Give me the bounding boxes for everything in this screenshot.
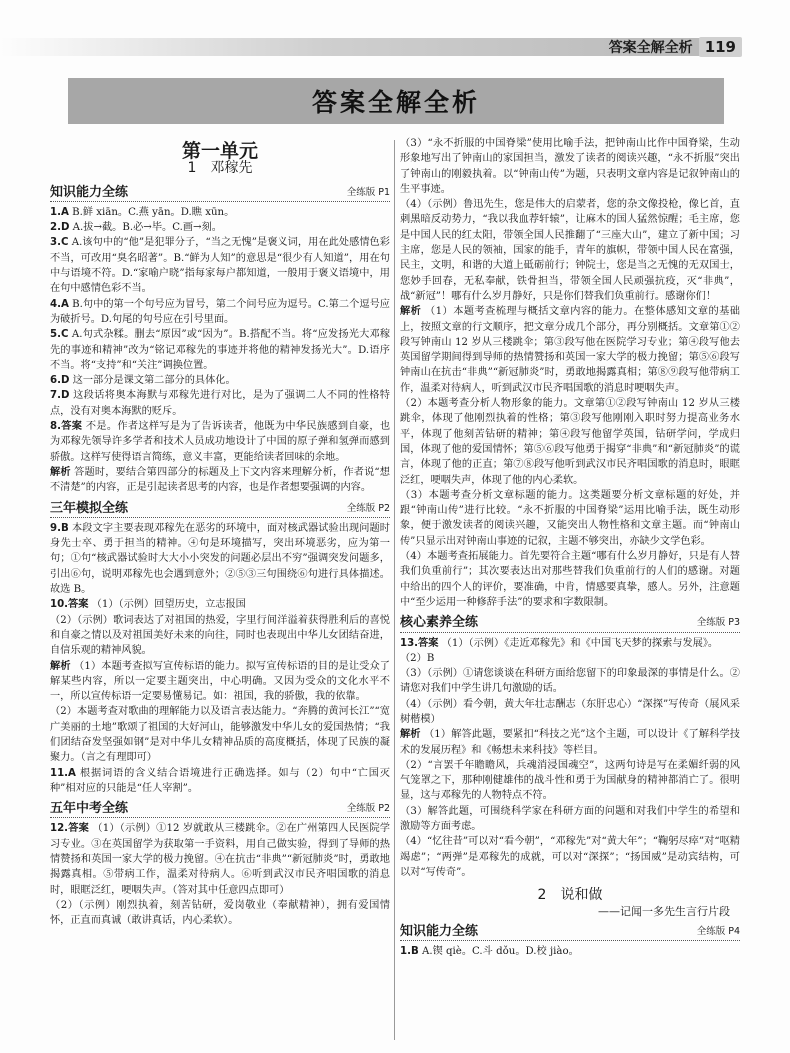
answer-item [400, 636, 740, 651]
answer-text: （2）（示例）刚烈执着，刻苦钻研，爱岗敬业（奉献精神），拥有爱国情怀，正直而真诚（敢讲真话，内心柔软）。 [50, 899, 390, 927]
answer-text: （1）（示例）①12 岁就敢从三楼跳伞。②在广州第四人民医院学习专业。③在英国留学为获取第一手资料，用自己做实验，得到了导师的热情赞扬和英国一家大学的极力挽留。④在抗击“非典”“新冠肺炎”时，勇敢地揭露真相。⑤带病工作，温柔对待病人。⑥听到武汉市民齐唱国歌的消息时，眼眶泛红，哽咽失声。（答对其中任意四点即可） [50, 823, 390, 896]
answer-item [50, 766, 390, 797]
answer-text: （3）“永不折服的中国脊梁”使用比喻手法，把钟南山比作中国脊梁，生动形象地写出了钟南山的家国担当，激发了读者的阅读兴趣，“永不折服”突出了钟南山的刚毅执着。以“钟南山传”为题，只表明文章内容是记叙钟南山的生平事迹。 [400, 138, 740, 195]
answer-text: （3）本题考查分析文章标题的能力。这类题要分析文章标题的好处，并跟“钟南山传”进行比较。“永不折服的中国脊梁”运用比喻手法，既生动形象，便于激发读者的阅读兴趣，又能突出人物性格和文章主题。而“钟南山传”只显示出对钟南山事迹的记叙，主题不够突出，亦缺少文学色彩。 [400, 489, 740, 547]
answer-item [50, 659, 390, 705]
answer-number: 解析 [50, 660, 71, 672]
lesson-title: 1 邓稼先 [187, 160, 253, 177]
answer-number: 13.答案 [400, 637, 439, 649]
answer-item [50, 220, 390, 235]
answer-text: （4）（示例）鲁迅先生，您是伟大的启蒙者，您的杂文像投枪，像匕首，直刺黑暗反动势力，“我以我血荐轩辕”，让麻木的国人猛然惊醒；毛主席，您是中国人民的红太阳，带领全国人民推翻了“三座大山”，建立了新中国；习主席，您是人民的领袖，国家的能手，青年的旗帜，带领中国人民在富强，民主，文明，和谐的大道上砥砺前行；钟院士，您是当之无愧的无双国士，您妙手回春，无私奉献，铁骨担当，带领全国人民顽强抗疫，灭“非典”，战“新冠”！哪有什么岁月静好，只是你们替我们负重前行。感谢你们！ [400, 199, 740, 302]
lesson2-title: 2 说和做 [537, 887, 603, 904]
answer-number: 解析 [400, 306, 422, 318]
answer-item [400, 304, 740, 396]
answer-text: （2）（示例）歌词表达了对祖国的热爱，字里行间洋溢着获得胜利后的喜悦和自豪之情以及对祖国美好未来的向往，同时也表现出中华儿女团结奋进，自信乐观的精神风貌。 [50, 614, 390, 657]
section-title: 知识能力全练 [400, 923, 479, 939]
section-title: 知识能力全练 [50, 184, 129, 200]
left-column [50, 136, 390, 929]
section-ref: 全练版 P2 [346, 803, 390, 815]
answer-item [50, 205, 390, 220]
answer-text: （4）（示例）看今朝，黄大年壮志酬志（东肝忠心）“深探”写传奇（展风采 树楷模） [400, 698, 751, 725]
answer-number: 1.A [50, 206, 69, 218]
answer-text: （2）B [400, 652, 435, 664]
answer-number: 2.D [50, 222, 70, 234]
answer-item [400, 944, 740, 959]
answer-item [400, 651, 740, 666]
answer-item [50, 704, 390, 765]
page-number: 119 [699, 37, 742, 57]
section-title: 核心素养全练 [400, 615, 479, 631]
answer-text: 这一部分是课文第二部分的具体化。 [72, 375, 236, 387]
answer-item [400, 727, 740, 758]
section-title: 三年模拟全练 [50, 500, 129, 516]
answer-item [400, 488, 740, 549]
answer-item [50, 327, 390, 373]
lesson2-section [400, 924, 740, 960]
answer-item [400, 396, 740, 488]
answer-item [50, 898, 390, 929]
answer-text: （1）（示例）回望历史，立志报国 [91, 599, 246, 611]
answer-item [50, 373, 390, 388]
answer-text: （2）本题考查分析人物形象的能力。文章第①②段写钟南山 12 岁从三楼跳伞，体现了他刚烈执着的性格；第③段写他刚刚入职时努力提高业务水平，体现了他刻苦钻研的精神；第④段写他留学英国，钻研学问，学成归国，体现了他的爱国情怀；第⑤⑥段写他勇于揭穿“非典”和“新冠肺炎”的谎言，体现了他的正直；第⑦⑧段写他听到武汉市民齐唱国歌的消息时，眼眶泛红，哽咽失声，体现了他的内心柔软。 [400, 398, 740, 486]
section-header [50, 185, 390, 202]
answer-text: （3）解答此题，可围绕科学家在科研方面的问题和对我们中学生的希望和激励等方面考虑。 [400, 805, 740, 833]
answer-text: （1）本题考查梳理与概括文章内容的能力。在整体感知文章的基础上，按照文章的行文顺序，把文章分成几个部分，再分别概括。文章第①②段写钟南山 12 岁从三楼跳伞；第③段写他在医院学习专业；第④段写他去英国留学期间得到导师的热情赞扬和英国一家大学的极力挽留；第⑤⑥段写钟南山在抗击“非典”“新冠肺炎”时，勇敢地揭露真相；第⑧⑨段写他带病工作，温柔对待病人，听到武汉市民齐唱国歌的消息时哽咽失声。 [400, 306, 740, 394]
answer-text: （1）本题考查拟写宣传标语的能力。拟写宣传标语的目的是让受众了解某些内容，所以一定要主题突出，中心明确。又因为受众的文化水平不一，所以宣传标语一定要易懂易记。如：祖国，我的骄傲，我的依靠。 [50, 660, 390, 703]
answer-item [400, 804, 740, 835]
answer-number: 4.A [50, 298, 69, 310]
running-header-title: 答案全解全析 [608, 40, 693, 56]
answer-number: 12.答案 [50, 823, 89, 835]
answer-number: 11.A [50, 767, 76, 779]
right-column [400, 136, 751, 959]
chapter-banner [68, 78, 724, 124]
answer-item [50, 597, 390, 612]
answer-text: 不是。作者这样写是为了告诉读者，他既为中华民族感到自豪，也为邓稼先领导许多学者和技术人员成功地设计了中国的原子弹和氢弹而感到骄傲。这样写使得语言简练，意义丰富，更能给读者回味的余地。 [50, 421, 391, 463]
answer-item [400, 197, 740, 304]
answer-number: 6.D [50, 375, 70, 387]
answer-text: B.句中的第一个句号应为冒号，第二个问号应为逗号。C.第二个逗号应为破折号。D.句尾的句号应在引号里面。 [50, 298, 390, 325]
answer-text: （4）本题考查拓展能力。首先要符合主题“哪有什么岁月静好，只是有人替我们负重前行”；其次要表达出对那些替我们负重前行的人们的感谢。对题中给出的四个人的评价，要准确，中肯，情感要真挚，感人。另外，注意题中“至少运用一种修辞手法”的要求和字数限制。 [400, 551, 740, 608]
section-header [50, 801, 390, 818]
answer-item [50, 297, 390, 328]
answer-text: A.拔→截。B.必→毕。C.画→刻。 [72, 222, 222, 234]
answer-number: 5.C [50, 329, 69, 341]
answer-text: A.句式杂糅。删去“原因”或“因为”。B.搭配不当。将“应发扬光大邓稼先的事迹和精神”改为“铭记邓稼先的事迹并将他的精神发扬光大”。D.语序不当。将“支持”和“关注”调换位置。 [50, 329, 391, 371]
answer-item [400, 666, 740, 697]
answer-number: 1.B [400, 946, 419, 958]
answer-text: A.该句中的“他”是犯罪分子，“当之无愧”是褒义词，用在此处感情色彩不当，可改用“臭名昭著”。B.“鲜为人知”的意思是“很少有人知道”，用在句中与语境不符。D.“家喻户晓”指每家每户都知道，一般用于褒义语境中，用在句中感情色彩不当。 [50, 237, 390, 295]
answer-item [400, 697, 751, 728]
left-sections [50, 185, 390, 929]
answer-number: 3.C [50, 237, 69, 249]
right-top-items [400, 136, 740, 610]
answer-text: 这段话将奥本海默与邓稼先进行对比，是为了强调二人不同的性格特点，没有对奥本海默的贬斥。 [50, 390, 390, 417]
answer-item [50, 821, 390, 897]
answer-text: 本段文字主要表现邓稼先在恶劣的环境中，面对核武器试验出现问题时身先士卒、勇于担当的精神。④句是环境描写，突出环境恶劣，应为第一句；①句“核武器试验时大大小小突发的问题必层出不穷”强调突发问题多，引出⑥句，说明邓稼先也会遇到意外；②⑤③三句围绕⑥句进行具体描述。故选 B。 [50, 522, 390, 596]
answer-text: （3）（示例）①请您谈谈在科研方面给您留下的印象最深的事情是什么。②请您对我们中学生讲几句激励的话。 [400, 668, 740, 695]
lesson2-subtitle: ——记闻一多先生言行片段 [598, 904, 730, 918]
unit-title: 第一单元 [181, 140, 258, 162]
section-ref: 全练版 P2 [346, 502, 390, 514]
answer-text: A.锲 qiè。C.斗 dǒu。D.校 jiào。 [421, 946, 579, 958]
answer-text: （1）（示例）《走近邓稼先》和《中国飞天梦的探索与发展》。 [441, 637, 719, 649]
section-ref: 全练版 P4 [696, 925, 740, 937]
answer-text: （2）本题考查对歌曲的理解能力以及语言表达能力。“奔腾的黄河长江”“宽广美丽的土地”歌颂了祖国的大好河山，能够激发中华儿女的爱国热情；“我们团结奋发坚强如钢”是对中华儿女精神品质的高度概括，体现了民族的凝聚力。（言之有理即可） [50, 706, 390, 764]
answer-item [50, 613, 390, 659]
answer-number: 9.B [50, 522, 69, 534]
section-title: 五年中考全练 [50, 801, 129, 817]
section-header [400, 924, 740, 941]
answer-item [50, 235, 390, 296]
answer-text: 答题时，要结合第四部分的标题及上下文内容来理解分析，作者说“想不清楚”的内容，正是引起读者思考的内容，也是作者想要强调的内容。 [50, 466, 390, 494]
chapter-banner-title: 答案全解全析 [311, 88, 480, 117]
answer-text: （2）“言罢千年瞻瞻风，兵魂消浸国魂空”，这两句诗是写在柔媚纤弱的风气笼罩之下，那种刚健雄伟的战斗性和勇于为国献身的精神都消亡了。很明显，这与邓稼先的人物特点不符。 [400, 759, 740, 802]
answer-item [50, 388, 390, 419]
answer-number: 10.答案 [50, 599, 89, 611]
answer-text: （1）解答此题，要紧扣“科技之光”这个主题，可以设计《了解科学技术的发展历程》和《畅想未来科技》等栏目。 [400, 729, 740, 756]
answer-number: 解析 [50, 466, 71, 478]
column-divider [394, 140, 395, 1040]
section-ref: 全练版 P1 [346, 186, 390, 198]
core-section [400, 615, 751, 880]
answer-item [50, 419, 390, 465]
answer-text: （4）“忆往昔”可以对“看今朝”，“邓稼先”对“黄大年”；“鞠躬尽瘁”对“呕精竭虑”；“两弹”是邓稼先的成就，可以对“深探”；“扬国威”是动宾结构，可以对“写传奇”。 [400, 836, 740, 878]
answer-number: 7.D [50, 390, 70, 402]
answer-text: 根据词语的含义结合语境进行正确选择。如与（2）句中“亡国灭种”相对应的只能是“任人宰割”。 [50, 767, 390, 794]
section-header [50, 501, 390, 518]
answer-number: 解析 [400, 729, 421, 741]
answer-item [400, 136, 740, 197]
section-header [400, 615, 740, 632]
section-ref: 全练版 P3 [696, 617, 740, 629]
answer-item [400, 834, 740, 880]
running-header [609, 36, 742, 58]
answer-text: B.鲜 xiān。C.燕 yān。D.瞧 xūn。 [72, 206, 235, 218]
answer-number: 8.答案 [50, 421, 83, 433]
answer-item [400, 758, 740, 804]
answer-item [50, 465, 390, 496]
answer-item [50, 521, 390, 597]
answer-item [400, 549, 740, 610]
